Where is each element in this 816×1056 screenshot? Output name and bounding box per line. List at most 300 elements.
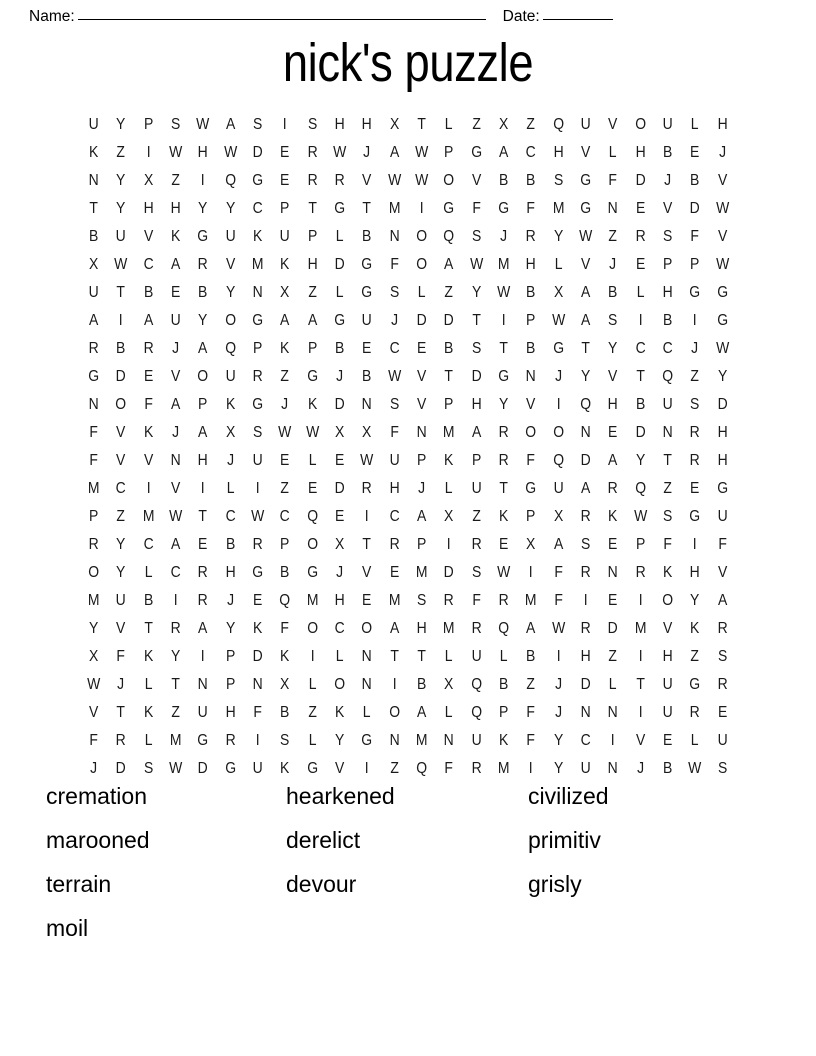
grid-cell[interactable]: B xyxy=(280,564,290,582)
grid-cell[interactable]: M xyxy=(388,200,401,218)
grid-cell[interactable]: C xyxy=(389,508,400,526)
grid-cell[interactable]: I xyxy=(201,480,205,498)
grid-cell[interactable]: C xyxy=(279,508,291,526)
grid-cell[interactable]: F xyxy=(89,732,98,750)
grid-cell[interactable]: U xyxy=(471,732,482,750)
grid-cell[interactable]: V xyxy=(662,200,673,218)
grid-cell[interactable]: R xyxy=(197,256,209,274)
grid-cell[interactable]: B xyxy=(526,340,536,358)
word-search-grid[interactable] xyxy=(80,111,736,783)
grid-cell[interactable]: T xyxy=(417,116,426,134)
grid-cell[interactable]: Z xyxy=(308,704,317,722)
grid-cell[interactable]: N xyxy=(607,704,618,722)
grid-cell[interactable]: P xyxy=(143,116,153,134)
grid-cell[interactable]: K xyxy=(498,508,509,526)
grid-cell[interactable]: O xyxy=(306,536,318,554)
grid-cell[interactable]: H xyxy=(307,256,318,274)
grid-cell[interactable]: U xyxy=(662,676,673,694)
grid-cell[interactable]: W xyxy=(360,452,374,470)
grid-cell[interactable]: F xyxy=(390,256,399,274)
grid-cell[interactable]: R xyxy=(225,732,236,750)
grid-cell[interactable]: V xyxy=(116,452,126,470)
grid-cell[interactable]: Y xyxy=(116,116,126,134)
grid-cell[interactable]: S xyxy=(389,396,399,414)
grid-cell[interactable]: E xyxy=(362,592,372,610)
grid-cell[interactable]: P xyxy=(280,536,290,554)
grid-cell[interactable]: R xyxy=(717,620,728,638)
grid-cell[interactable]: T xyxy=(116,704,126,722)
grid-cell[interactable]: Z xyxy=(390,760,399,778)
grid-cell[interactable]: Y xyxy=(580,368,591,386)
grid-cell[interactable]: O xyxy=(443,172,455,190)
grid-cell[interactable]: B xyxy=(362,228,372,246)
grid-cell[interactable]: E xyxy=(362,340,372,358)
grid-cell[interactable]: Z xyxy=(116,508,126,526)
grid-cell[interactable]: Y xyxy=(471,284,481,302)
grid-cell[interactable]: N xyxy=(361,676,372,694)
grid-cell[interactable]: A xyxy=(717,592,727,610)
grid-cell[interactable]: G xyxy=(252,564,264,582)
grid-cell[interactable]: M xyxy=(415,564,428,582)
grid-cell[interactable]: R xyxy=(307,172,318,190)
grid-cell[interactable]: Q xyxy=(443,228,455,246)
grid-cell[interactable]: V xyxy=(580,144,591,162)
grid-cell[interactable]: W xyxy=(715,340,729,358)
grid-cell[interactable]: C xyxy=(252,200,263,218)
grid-cell[interactable]: D xyxy=(334,396,345,414)
grid-cell[interactable]: H xyxy=(717,116,728,134)
grid-cell[interactable]: P xyxy=(662,256,673,274)
grid-cell[interactable]: D xyxy=(252,144,263,162)
grid-cell[interactable]: T xyxy=(144,620,153,638)
grid-cell[interactable]: R xyxy=(307,144,318,162)
grid-cell[interactable]: W xyxy=(305,424,319,442)
grid-cell[interactable]: P xyxy=(307,340,317,358)
grid-cell[interactable]: V xyxy=(143,452,153,470)
grid-cell[interactable]: F xyxy=(89,424,98,442)
grid-cell[interactable]: L xyxy=(445,648,453,666)
grid-cell[interactable]: V xyxy=(89,704,99,722)
grid-cell[interactable]: R xyxy=(471,620,482,638)
grid-cell[interactable]: K xyxy=(608,508,618,526)
grid-cell[interactable]: O xyxy=(197,368,209,386)
grid-cell[interactable]: C xyxy=(170,564,181,582)
grid-cell[interactable]: G xyxy=(252,312,264,330)
grid-cell[interactable]: M xyxy=(169,732,182,750)
grid-cell[interactable]: D xyxy=(580,452,591,470)
grid-cell[interactable]: R xyxy=(389,536,400,554)
grid-cell[interactable]: R xyxy=(252,368,263,386)
grid-cell[interactable]: P xyxy=(416,452,427,470)
grid-cell[interactable]: R xyxy=(580,564,591,582)
grid-cell[interactable]: E xyxy=(280,172,290,190)
grid-cell[interactable]: Y xyxy=(553,228,563,246)
grid-cell[interactable]: X xyxy=(389,116,399,134)
grid-cell[interactable]: C xyxy=(662,340,673,358)
grid-cell[interactable]: B xyxy=(498,676,509,694)
grid-cell[interactable]: Y xyxy=(225,200,235,218)
grid-cell[interactable]: G xyxy=(689,508,701,526)
grid-cell[interactable]: F xyxy=(471,592,481,610)
grid-cell[interactable]: F xyxy=(526,732,536,750)
grid-cell[interactable]: M xyxy=(415,732,428,750)
word-list-item[interactable]: devour xyxy=(286,871,357,897)
grid-cell[interactable]: Q xyxy=(498,620,510,638)
grid-cell[interactable]: G xyxy=(197,732,209,750)
grid-cell[interactable]: L xyxy=(554,256,563,274)
grid-cell[interactable]: I xyxy=(556,648,561,666)
grid-cell[interactable]: J xyxy=(718,144,726,162)
grid-cell[interactable]: T xyxy=(89,200,98,218)
grid-cell[interactable]: R xyxy=(498,452,509,470)
word-list-item[interactable]: derelict xyxy=(286,827,361,853)
grid-cell[interactable]: I xyxy=(119,312,123,330)
date-blank-field[interactable] xyxy=(543,19,613,20)
grid-cell[interactable]: W xyxy=(551,620,565,638)
grid-cell[interactable]: L xyxy=(417,284,426,302)
grid-cell[interactable]: P xyxy=(416,536,427,554)
grid-cell[interactable]: H xyxy=(717,452,728,470)
grid-cell[interactable]: N xyxy=(580,424,591,442)
grid-cell[interactable]: T xyxy=(308,200,317,218)
grid-cell[interactable]: E xyxy=(690,480,700,498)
grid-cell[interactable]: H xyxy=(170,200,181,218)
grid-cell[interactable]: I xyxy=(310,648,315,666)
grid-cell[interactable]: O xyxy=(361,620,373,638)
grid-cell[interactable]: D xyxy=(717,396,728,414)
grid-cell[interactable]: T xyxy=(471,312,481,330)
grid-cell[interactable]: I xyxy=(173,592,178,610)
grid-cell[interactable]: F xyxy=(717,536,727,554)
grid-cell[interactable]: K xyxy=(143,648,153,666)
grid-cell[interactable]: O xyxy=(634,116,646,134)
grid-cell[interactable]: G xyxy=(525,480,537,498)
grid-cell[interactable]: H xyxy=(334,116,345,134)
grid-cell[interactable]: W xyxy=(278,424,292,442)
grid-cell[interactable]: G xyxy=(334,200,346,218)
grid-cell[interactable]: L xyxy=(308,676,317,694)
grid-cell[interactable]: S xyxy=(280,732,290,750)
grid-cell[interactable]: J xyxy=(554,704,562,722)
grid-cell[interactable]: S xyxy=(471,228,481,246)
grid-cell[interactable]: Q xyxy=(552,452,564,470)
grid-cell[interactable]: Y xyxy=(89,620,99,638)
grid-cell[interactable]: X xyxy=(526,536,536,554)
grid-cell[interactable]: B xyxy=(143,284,153,302)
grid-cell[interactable]: N xyxy=(389,228,400,246)
grid-cell[interactable]: K xyxy=(89,144,99,162)
grid-cell[interactable]: A xyxy=(580,480,591,498)
grid-cell[interactable]: T xyxy=(499,480,508,498)
grid-cell[interactable]: V xyxy=(580,256,591,274)
grid-cell[interactable]: V xyxy=(225,256,235,274)
grid-cell[interactable]: O xyxy=(525,424,537,442)
grid-cell[interactable]: V xyxy=(662,620,673,638)
grid-cell[interactable]: R xyxy=(689,452,700,470)
grid-cell[interactable]: R xyxy=(635,564,646,582)
grid-cell[interactable]: L xyxy=(144,564,153,582)
grid-cell[interactable]: B xyxy=(143,592,153,610)
grid-cell[interactable]: O xyxy=(552,424,564,442)
grid-cell[interactable]: D xyxy=(471,368,482,386)
grid-cell[interactable]: V xyxy=(116,424,126,442)
grid-cell[interactable]: R xyxy=(143,340,154,358)
grid-cell[interactable]: D xyxy=(689,200,700,218)
grid-cell[interactable]: Y xyxy=(334,732,345,750)
grid-cell[interactable]: R xyxy=(498,592,509,610)
grid-cell[interactable]: T xyxy=(417,648,426,666)
grid-cell[interactable]: D xyxy=(334,480,345,498)
grid-cell[interactable]: I xyxy=(146,480,151,498)
grid-cell[interactable]: B xyxy=(662,312,673,330)
grid-cell[interactable]: H xyxy=(334,592,345,610)
grid-cell[interactable]: J xyxy=(226,452,234,470)
grid-cell[interactable]: G xyxy=(580,200,591,218)
grid-cell[interactable]: U xyxy=(88,284,99,302)
grid-cell[interactable]: R xyxy=(471,536,482,554)
grid-cell[interactable]: U xyxy=(553,480,564,498)
grid-cell[interactable]: X xyxy=(444,508,454,526)
grid-cell[interactable]: Q xyxy=(662,368,673,386)
grid-cell[interactable]: G xyxy=(306,564,318,582)
grid-cell[interactable]: G xyxy=(470,144,482,162)
word-list-item[interactable]: terrain xyxy=(46,871,112,897)
grid-cell[interactable]: V xyxy=(362,172,372,190)
grid-cell[interactable]: Z xyxy=(171,704,180,722)
grid-cell[interactable]: P xyxy=(198,396,208,414)
grid-cell[interactable]: Q xyxy=(416,760,428,778)
grid-cell[interactable]: I xyxy=(201,648,205,666)
grid-cell[interactable]: G xyxy=(334,312,346,330)
grid-cell[interactable]: E xyxy=(608,536,618,554)
grid-cell[interactable]: D xyxy=(197,760,209,778)
grid-cell[interactable]: W xyxy=(415,172,429,190)
grid-cell[interactable]: W xyxy=(415,144,429,162)
grid-cell[interactable]: S xyxy=(662,508,673,526)
grid-cell[interactable]: G xyxy=(498,200,510,218)
grid-cell[interactable]: K xyxy=(307,396,317,414)
grid-cell[interactable]: U xyxy=(279,228,291,246)
grid-cell[interactable]: T xyxy=(663,452,672,470)
grid-cell[interactable]: T xyxy=(499,340,508,358)
grid-cell[interactable]: Z xyxy=(608,648,618,666)
grid-cell[interactable]: W xyxy=(169,508,183,526)
grid-cell[interactable]: R xyxy=(88,536,99,554)
grid-cell[interactable]: P xyxy=(89,508,99,526)
word-list-item[interactable]: cremation xyxy=(46,783,147,809)
grid-cell[interactable]: X xyxy=(225,424,235,442)
grid-cell[interactable]: M xyxy=(497,256,510,274)
grid-cell[interactable]: M xyxy=(497,760,510,778)
grid-cell[interactable]: J xyxy=(609,256,617,274)
grid-cell[interactable]: R xyxy=(689,704,700,722)
grid-cell[interactable]: A xyxy=(307,312,317,330)
grid-cell[interactable]: I xyxy=(638,704,643,722)
grid-cell[interactable]: F xyxy=(663,536,672,554)
grid-cell[interactable]: A xyxy=(553,536,563,554)
grid-cell[interactable]: G xyxy=(306,368,318,386)
grid-cell[interactable]: G xyxy=(361,732,373,750)
grid-cell[interactable]: K xyxy=(280,256,290,274)
grid-cell[interactable]: P xyxy=(280,200,290,218)
grid-cell[interactable]: B xyxy=(362,368,372,386)
grid-cell[interactable]: B xyxy=(89,228,99,246)
grid-cell[interactable]: E xyxy=(170,284,181,302)
grid-cell[interactable]: D xyxy=(416,312,427,330)
grid-cell[interactable]: G xyxy=(361,256,373,274)
grid-cell[interactable]: H xyxy=(416,620,427,638)
grid-cell[interactable]: H xyxy=(717,424,728,442)
grid-cell[interactable]: A xyxy=(580,312,591,330)
grid-cell[interactable]: Y xyxy=(116,200,126,218)
grid-cell[interactable]: P xyxy=(690,256,700,274)
grid-cell[interactable]: J xyxy=(636,760,644,778)
grid-cell[interactable]: A xyxy=(580,284,591,302)
grid-cell[interactable]: C xyxy=(580,732,591,750)
grid-cell[interactable]: K xyxy=(498,732,509,750)
grid-cell[interactable]: F xyxy=(526,200,536,218)
grid-cell[interactable]: W xyxy=(251,508,265,526)
grid-cell[interactable]: I xyxy=(583,592,588,610)
grid-cell[interactable]: A xyxy=(170,536,181,554)
grid-cell[interactable]: X xyxy=(362,424,372,442)
grid-cell[interactable]: R xyxy=(197,592,209,610)
grid-cell[interactable]: Z xyxy=(471,508,481,526)
grid-cell[interactable]: R xyxy=(170,620,181,638)
grid-cell[interactable]: N xyxy=(197,676,209,694)
grid-cell[interactable]: I xyxy=(638,312,643,330)
grid-cell[interactable]: R xyxy=(717,676,728,694)
word-list-item[interactable]: grisly xyxy=(528,871,582,897)
grid-cell[interactable]: K xyxy=(143,704,153,722)
grid-cell[interactable]: F xyxy=(526,704,536,722)
grid-cell[interactable]: B xyxy=(526,284,536,302)
grid-cell[interactable]: T xyxy=(581,340,590,358)
grid-cell[interactable]: V xyxy=(116,620,126,638)
grid-cell[interactable]: B xyxy=(635,396,645,414)
grid-cell[interactable]: S xyxy=(389,284,399,302)
grid-cell[interactable]: M xyxy=(552,200,565,218)
grid-cell[interactable]: W xyxy=(196,116,210,134)
grid-cell[interactable]: L xyxy=(144,676,153,694)
grid-cell[interactable]: I xyxy=(364,508,369,526)
grid-cell[interactable]: N xyxy=(361,648,372,666)
grid-cell[interactable]: L xyxy=(335,284,344,302)
grid-cell[interactable]: J xyxy=(172,340,180,358)
grid-cell[interactable]: U xyxy=(662,116,673,134)
grid-cell[interactable]: S xyxy=(662,228,673,246)
grid-cell[interactable]: I xyxy=(638,592,643,610)
grid-cell[interactable]: A xyxy=(89,312,99,330)
grid-cell[interactable]: O xyxy=(88,564,100,582)
grid-cell[interactable]: H xyxy=(525,256,536,274)
grid-cell[interactable]: V xyxy=(170,480,181,498)
grid-cell[interactable]: Y xyxy=(116,172,126,190)
grid-cell[interactable]: R xyxy=(580,508,591,526)
grid-cell[interactable]: G xyxy=(443,200,455,218)
grid-cell[interactable]: L xyxy=(144,732,153,750)
grid-cell[interactable]: T xyxy=(116,284,126,302)
grid-cell[interactable]: F xyxy=(280,620,290,638)
grid-cell[interactable]: K xyxy=(252,620,263,638)
grid-cell[interactable]: R xyxy=(635,228,646,246)
grid-cell[interactable]: W xyxy=(715,256,729,274)
grid-cell[interactable]: I xyxy=(255,732,260,750)
grid-cell[interactable]: X xyxy=(280,676,290,694)
grid-cell[interactable]: B xyxy=(608,284,618,302)
grid-cell[interactable]: Q xyxy=(306,508,318,526)
grid-cell[interactable]: F xyxy=(390,424,399,442)
grid-cell[interactable]: M xyxy=(87,480,100,498)
grid-cell[interactable]: G xyxy=(716,480,728,498)
grid-cell[interactable]: Z xyxy=(471,116,481,134)
grid-cell[interactable]: L xyxy=(609,144,617,162)
grid-cell[interactable]: W xyxy=(496,284,511,302)
grid-cell[interactable]: I xyxy=(146,144,151,162)
grid-cell[interactable]: G xyxy=(252,172,264,190)
grid-cell[interactable]: G xyxy=(716,312,728,330)
grid-cell[interactable]: P xyxy=(252,340,263,358)
grid-cell[interactable]: N xyxy=(361,396,372,414)
grid-cell[interactable]: U xyxy=(471,648,482,666)
grid-cell[interactable]: D xyxy=(443,312,454,330)
grid-cell[interactable]: S xyxy=(170,116,181,134)
grid-cell[interactable]: E xyxy=(307,480,317,498)
grid-cell[interactable]: M xyxy=(443,620,455,638)
grid-cell[interactable]: J xyxy=(336,368,344,386)
grid-cell[interactable]: I xyxy=(528,564,533,582)
grid-cell[interactable]: F xyxy=(608,172,618,190)
grid-cell[interactable]: Z xyxy=(116,144,126,162)
grid-cell[interactable]: D xyxy=(252,648,263,666)
grid-cell[interactable]: U xyxy=(717,732,728,750)
grid-cell[interactable]: B xyxy=(116,340,126,358)
grid-cell[interactable]: A xyxy=(225,116,235,134)
grid-cell[interactable]: J xyxy=(281,396,289,414)
grid-cell[interactable]: E xyxy=(690,144,700,162)
grid-cell[interactable]: J xyxy=(363,144,371,162)
grid-cell[interactable]: W xyxy=(223,144,237,162)
grid-cell[interactable]: X xyxy=(553,284,563,302)
grid-cell[interactable]: Y xyxy=(116,536,126,554)
grid-cell[interactable]: N xyxy=(525,368,536,386)
grid-cell[interactable]: M xyxy=(388,592,401,610)
word-list-item[interactable]: primitiv xyxy=(528,827,601,853)
grid-cell[interactable]: K xyxy=(444,452,454,470)
grid-cell[interactable]: N xyxy=(607,200,618,218)
grid-cell[interactable]: A xyxy=(526,620,536,638)
grid-cell[interactable]: N xyxy=(662,424,673,442)
grid-cell[interactable]: Y xyxy=(498,396,509,414)
grid-cell[interactable]: U xyxy=(252,760,263,778)
grid-cell[interactable]: D xyxy=(635,424,646,442)
grid-cell[interactable]: D xyxy=(580,676,591,694)
grid-cell[interactable]: C xyxy=(389,340,400,358)
grid-cell[interactable]: U xyxy=(662,396,673,414)
grid-cell[interactable]: U xyxy=(580,760,591,778)
grid-cell[interactable]: J xyxy=(226,592,234,610)
grid-cell[interactable]: U xyxy=(389,452,400,470)
grid-cell[interactable]: U xyxy=(252,452,263,470)
word-list-item[interactable]: civilized xyxy=(528,783,609,809)
grid-cell[interactable]: L xyxy=(609,676,617,694)
grid-cell[interactable]: Q xyxy=(279,592,291,610)
grid-cell[interactable]: L xyxy=(690,116,699,134)
grid-cell[interactable]: I xyxy=(446,536,451,554)
grid-cell[interactable]: Z xyxy=(690,368,700,386)
grid-cell[interactable]: F xyxy=(471,200,481,218)
grid-cell[interactable]: B xyxy=(662,144,673,162)
